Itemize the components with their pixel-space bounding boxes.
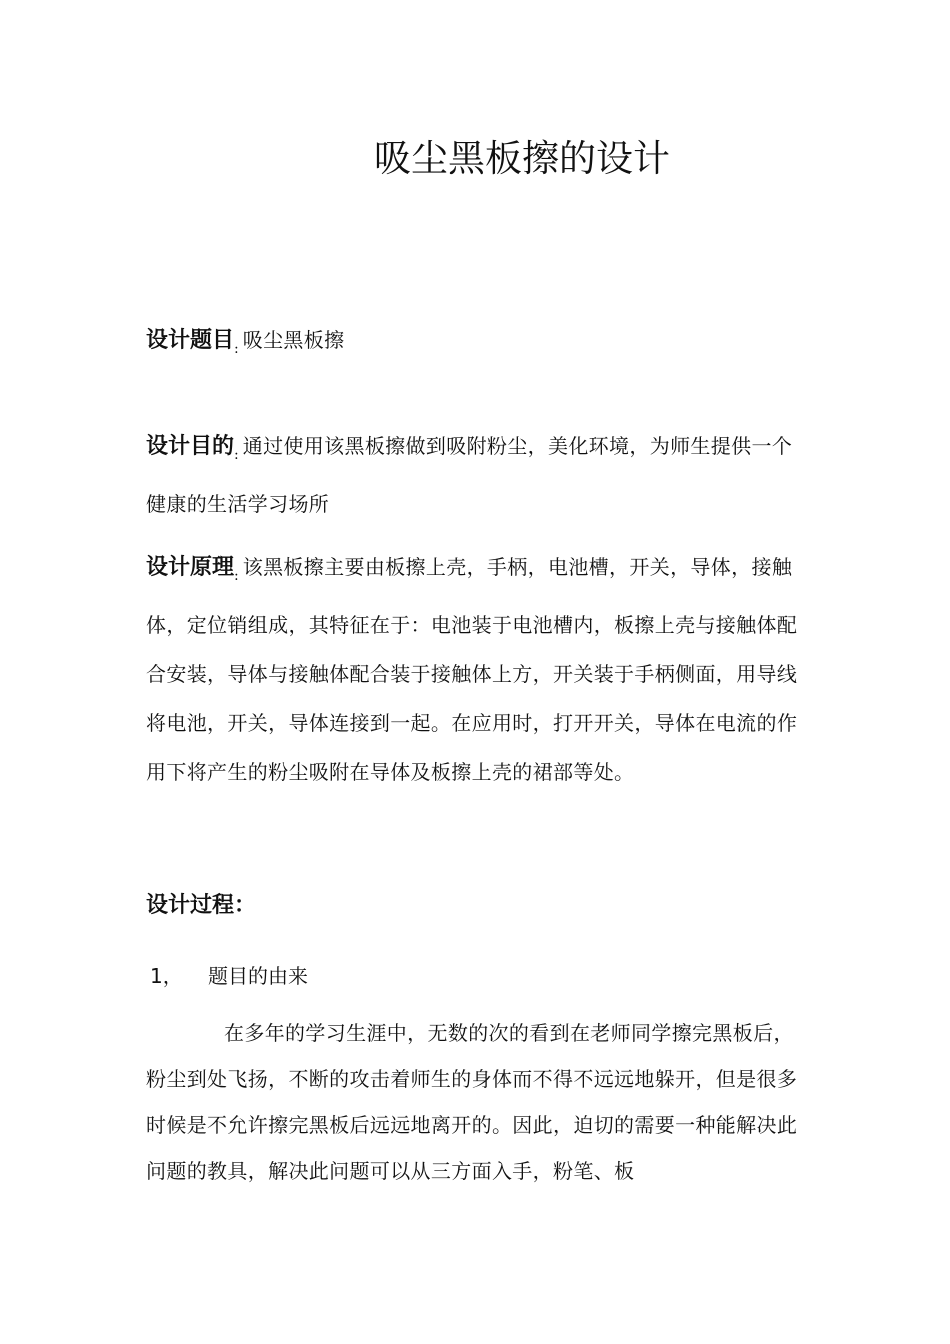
design-purpose-colon: : bbox=[234, 447, 239, 463]
process-item-1-number: 1， bbox=[150, 964, 183, 988]
process-item-1-title: 题目的由来 bbox=[208, 964, 308, 988]
design-purpose-text: 通过使用该黑板擦做到吸附粉尘，美化环境，为师生提供一个健康的生活学习场所 bbox=[146, 434, 793, 516]
design-purpose-section bbox=[146, 422, 810, 529]
design-topic-colon: : bbox=[234, 341, 239, 357]
design-principle-label: 设计原理 bbox=[146, 555, 235, 580]
design-purpose-label: 设计目的 bbox=[146, 434, 235, 459]
design-process-heading: 设计过程： bbox=[146, 893, 257, 918]
design-topic-label: 设计题目 bbox=[146, 328, 235, 353]
design-topic-text: 吸尘黑板擦 bbox=[242, 328, 345, 352]
design-principle-colon: : bbox=[234, 568, 239, 584]
document-title: 吸尘黑板擦的设计 bbox=[374, 137, 670, 180]
process-item-1-heading bbox=[150, 960, 308, 992]
design-principle-section bbox=[146, 543, 810, 797]
design-topic-section bbox=[146, 322, 810, 368]
process-item-1-paragraph: 在多年的学习生涯中，无数的次的看到在老师同学擦完黑板后，粉尘到处飞扬，不断的攻击着师生的身体而不得不远远地躲开，但是很多时候是不允许擦完黑板后远远地离开的。因此，迫切的需要一种能解决此问题的教具，解决此问题可以从三方面入手，粉笔、板 bbox=[146, 1021, 798, 1183]
design-principle-text: 该黑板擦主要由板擦上壳，手柄，电池槽，开关，导体，接触体，定位销组成，其特征在于：电池装于电池槽内，板擦上壳与接触体配合安装，导体与接触体配合装于接触体上方，开关装于手柄侧面，用导线将电池，开关，导体连接到一起。在应用时，打开开关，导体在电流的作用下将产生的粉尘吸附在导体及板擦上壳的裙部等处。 bbox=[146, 555, 798, 784]
